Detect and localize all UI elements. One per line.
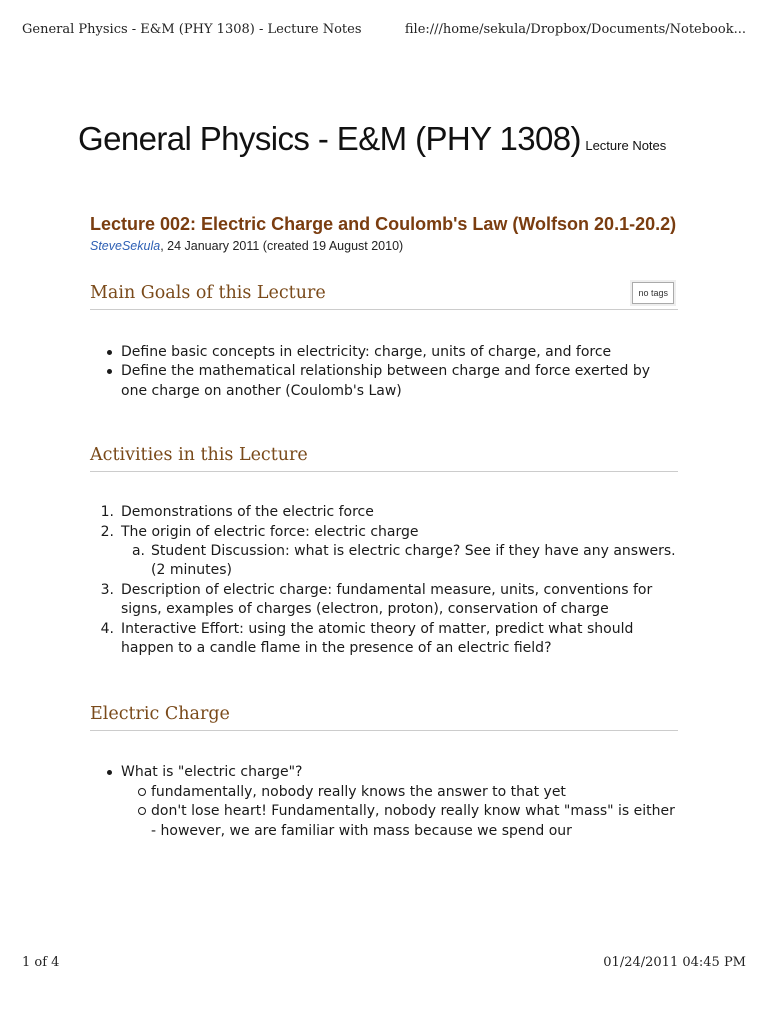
list-item: Define basic concepts in electricity: charge, units of charge, and force [90,343,678,362]
print-header-title: General Physics - E&M (PHY 1308) - Lecture Notes [22,22,362,37]
section-heading-charge: Electric Charge [90,704,678,731]
sub-list [121,783,678,841]
list-item: 2. The origin of electric force: electric charge a. Student Discussion: what is electric charge? See if they have any answers. (2 minutes) [90,523,678,581]
tags-box[interactable]: no tags [632,282,674,304]
section-heading-goals: Main Goals of this Lecture [90,283,678,310]
site-title-sub: Lecture Notes [585,138,667,153]
site-title-main: General Physics - E&M (PHY 1308) [78,120,581,157]
site-title [78,120,698,158]
list-item: 4. Interactive Effort: using the atomic theory of matter, predict what should happen to a candle flame in the presence of an electric field? [100,620,634,657]
charge-list [90,763,678,841]
page-number: 1 of 4 [22,955,60,970]
print-header [22,22,746,42]
list-item: fundamentally, nobody really knows the answer to that yet [121,783,678,802]
bullet-icon [107,369,112,374]
list-item: don't lose heart! Fundamentally, nobody really know what "mass" is either - however, we are familiar with mass because we spend our [121,802,678,841]
circle-bullet-icon [138,788,146,796]
list-item: a. Student Discussion: what is electric charge? See if they have any answers. (2 minutes) [131,543,676,579]
circle-bullet-icon [138,807,146,815]
list-item: 3. Description of electric charge: fundamental measure, units, conventions for signs, examples of charges (electron, proton), conservation of charge [100,581,653,618]
author-link[interactable]: SteveSekula [90,239,161,253]
bullet-icon [107,770,112,775]
goals-list [90,343,678,401]
sub-list [121,542,678,581]
page-title: Lecture 002: Electric Charge and Coulomb's Law (Wolfson 20.1-20.2) [90,214,677,234]
list-item: What is "electric charge"? fundamentally, nobody really knows the answer to that yet don't lose heart! Fundamentally, nobody really know what "mass" is either - however, we are familiar with mass because we spend our [90,763,678,841]
print-footer [22,955,746,975]
list-item: 1. Demonstrations of the electric force [100,504,374,521]
section-heading-activities: Activities in this Lecture [90,445,678,472]
page-date: , 24 January 2011 (created 19 August 2010) [160,239,404,253]
print-datetime: 01/24/2011 04:45 PM [603,955,746,970]
page-content [90,212,678,841]
list-item: Define the mathematical relationship between charge and force exerted by one charge on another (Coulomb's Law) [90,362,678,401]
activities-list [90,503,678,658]
bullet-icon [107,350,112,355]
page-meta [90,239,678,253]
print-header-url: file:///home/sekula/Dropbox/Documents/Notebook... [404,22,746,37]
